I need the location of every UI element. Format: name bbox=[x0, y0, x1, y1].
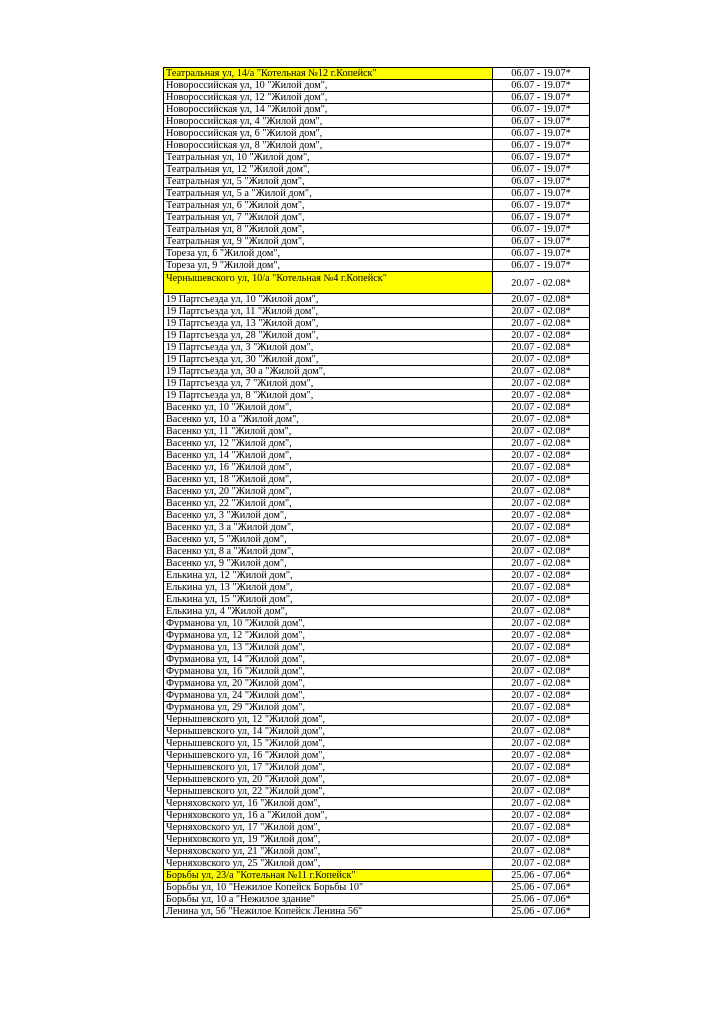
table-row bbox=[164, 330, 590, 342]
table-row bbox=[164, 164, 590, 176]
address-cell: Театральная ул, 6 "Жилой дом", bbox=[164, 200, 493, 212]
period-cell: 20.07 - 02.08* bbox=[493, 738, 590, 750]
table-row bbox=[164, 140, 590, 152]
period-cell: 25.06 - 07.06* bbox=[493, 870, 590, 882]
period-cell: 20.07 - 02.08* bbox=[493, 630, 590, 642]
address-cell: Черняховского ул, 25 "Жилой дом", bbox=[164, 858, 493, 870]
table-row bbox=[164, 894, 590, 906]
table-row bbox=[164, 486, 590, 498]
table-row bbox=[164, 354, 590, 366]
table-row bbox=[164, 248, 590, 260]
address-cell: 19 Партсъезда ул, 30 "Жилой дом", bbox=[164, 354, 493, 366]
table-row bbox=[164, 212, 590, 224]
address-cell: Васенко ул, 10 "Жилой дом", bbox=[164, 402, 493, 414]
period-cell: 25.06 - 07.06* bbox=[493, 894, 590, 906]
period-cell: 20.07 - 02.08* bbox=[493, 834, 590, 846]
period-cell: 20.07 - 02.08* bbox=[493, 414, 590, 426]
period-cell: 06.07 - 19.07* bbox=[493, 164, 590, 176]
period-cell: 20.07 - 02.08* bbox=[493, 786, 590, 798]
period-cell: 20.07 - 02.08* bbox=[493, 666, 590, 678]
address-cell: Васенко ул, 22 "Жилой дом", bbox=[164, 498, 493, 510]
period-cell: 20.07 - 02.08* bbox=[493, 438, 590, 450]
address-cell: Васенко ул, 8 а "Жилой дом", bbox=[164, 546, 493, 558]
table-row bbox=[164, 738, 590, 750]
address-cell: Фурманова ул, 16 "Жилой дом", bbox=[164, 666, 493, 678]
period-cell: 06.07 - 19.07* bbox=[493, 152, 590, 164]
period-cell: 20.07 - 02.08* bbox=[493, 546, 590, 558]
table-row bbox=[164, 224, 590, 236]
address-cell: Черняховского ул, 17 "Жилой дом", bbox=[164, 822, 493, 834]
address-cell: Черняховского ул, 16 а "Жилой дом", bbox=[164, 810, 493, 822]
address-cell: Васенко ул, 3 а "Жилой дом", bbox=[164, 522, 493, 534]
address-cell: Чернышевского ул, 15 "Жилой дом", bbox=[164, 738, 493, 750]
table-row bbox=[164, 498, 590, 510]
table-row bbox=[164, 176, 590, 188]
period-cell: 20.07 - 02.08* bbox=[493, 822, 590, 834]
table-row bbox=[164, 92, 590, 104]
table-row bbox=[164, 426, 590, 438]
table-row bbox=[164, 570, 590, 582]
table-row bbox=[164, 690, 590, 702]
table-row bbox=[164, 882, 590, 894]
address-cell: Васенко ул, 12 "Жилой дом", bbox=[164, 438, 493, 450]
table-row bbox=[164, 438, 590, 450]
table-row bbox=[164, 558, 590, 570]
address-cell: Театральная ул, 5 "Жилой дом", bbox=[164, 176, 493, 188]
table-row bbox=[164, 546, 590, 558]
period-cell: 06.07 - 19.07* bbox=[493, 236, 590, 248]
period-cell: 06.07 - 19.07* bbox=[493, 80, 590, 92]
address-cell: Чернышевского ул, 16 "Жилой дом", bbox=[164, 750, 493, 762]
schedule-table-body bbox=[164, 68, 590, 918]
table-row bbox=[164, 188, 590, 200]
table-row bbox=[164, 116, 590, 128]
address-cell: Новороссийская ул, 6 "Жилой дом", bbox=[164, 128, 493, 140]
address-cell: 19 Партсъезда ул, 8 "Жилой дом", bbox=[164, 390, 493, 402]
address-cell: Чернышевского ул, 17 "Жилой дом", bbox=[164, 762, 493, 774]
period-cell: 20.07 - 02.08* bbox=[493, 606, 590, 618]
table-row bbox=[164, 318, 590, 330]
period-cell: 06.07 - 19.07* bbox=[493, 224, 590, 236]
period-cell: 06.07 - 19.07* bbox=[493, 68, 590, 80]
period-cell: 20.07 - 02.08* bbox=[493, 330, 590, 342]
table-row bbox=[164, 152, 590, 164]
address-cell: 19 Партсъезда ул, 28 "Жилой дом", bbox=[164, 330, 493, 342]
table-row bbox=[164, 128, 590, 140]
period-cell: 20.07 - 02.08* bbox=[493, 582, 590, 594]
period-cell: 20.07 - 02.08* bbox=[493, 690, 590, 702]
address-cell: Новороссийская ул, 10 "Жилой дом", bbox=[164, 80, 493, 92]
table-row bbox=[164, 260, 590, 272]
table-row bbox=[164, 858, 590, 870]
table-row bbox=[164, 80, 590, 92]
address-cell: Борьбы ул, 10 а "Нежилое здание" bbox=[164, 894, 493, 906]
period-cell: 06.07 - 19.07* bbox=[493, 104, 590, 116]
period-cell: 06.07 - 19.07* bbox=[493, 260, 590, 272]
table-row bbox=[164, 750, 590, 762]
period-cell: 06.07 - 19.07* bbox=[493, 188, 590, 200]
table-row bbox=[164, 294, 590, 306]
period-cell: 20.07 - 02.08* bbox=[493, 702, 590, 714]
address-cell: Черняховского ул, 19 "Жилой дом", bbox=[164, 834, 493, 846]
address-cell: Васенко ул, 9 "Жилой дом", bbox=[164, 558, 493, 570]
boiler-row bbox=[164, 870, 590, 882]
address-cell: Тореза ул, 6 "Жилой дом", bbox=[164, 248, 493, 260]
period-cell: 06.07 - 19.07* bbox=[493, 176, 590, 188]
address-cell: Ленина ул, 56 "Нежилое Копейск Ленина 56" bbox=[164, 906, 493, 918]
table-row bbox=[164, 810, 590, 822]
address-cell: Новороссийская ул, 4 "Жилой дом", bbox=[164, 116, 493, 128]
table-row bbox=[164, 726, 590, 738]
address-cell: Васенко ул, 11 "Жилой дом", bbox=[164, 426, 493, 438]
table-row bbox=[164, 582, 590, 594]
table-row bbox=[164, 450, 590, 462]
address-cell: Театральная ул, 14/а "Котельная №12 г.Копейск" bbox=[164, 68, 493, 80]
table-row bbox=[164, 378, 590, 390]
address-cell: Фурманова ул, 10 "Жилой дом", bbox=[164, 618, 493, 630]
period-cell: 20.07 - 02.08* bbox=[493, 342, 590, 354]
period-cell: 20.07 - 02.08* bbox=[493, 498, 590, 510]
period-cell: 20.07 - 02.08* bbox=[493, 798, 590, 810]
address-cell: Театральная ул, 5 а "Жилой дом", bbox=[164, 188, 493, 200]
table-row bbox=[164, 606, 590, 618]
address-cell: Театральная ул, 7 "Жилой дом", bbox=[164, 212, 493, 224]
period-cell: 06.07 - 19.07* bbox=[493, 116, 590, 128]
period-cell: 20.07 - 02.08* bbox=[493, 486, 590, 498]
table-row bbox=[164, 618, 590, 630]
table-row bbox=[164, 342, 590, 354]
address-cell: Борьбы ул, 23/а "Котельная №11 г.Копейск" bbox=[164, 870, 493, 882]
period-cell: 20.07 - 02.08* bbox=[493, 272, 590, 294]
address-cell: Васенко ул, 3 "Жилой дом", bbox=[164, 510, 493, 522]
table-row bbox=[164, 762, 590, 774]
period-cell: 20.07 - 02.08* bbox=[493, 378, 590, 390]
table-row bbox=[164, 402, 590, 414]
period-cell: 06.07 - 19.07* bbox=[493, 128, 590, 140]
address-cell: Театральная ул, 9 "Жилой дом", bbox=[164, 236, 493, 248]
schedule-table bbox=[163, 67, 590, 918]
period-cell: 20.07 - 02.08* bbox=[493, 510, 590, 522]
period-cell: 20.07 - 02.08* bbox=[493, 354, 590, 366]
period-cell: 20.07 - 02.08* bbox=[493, 402, 590, 414]
period-cell: 20.07 - 02.08* bbox=[493, 846, 590, 858]
boiler-row bbox=[164, 272, 590, 294]
table-row bbox=[164, 236, 590, 248]
address-cell: Новороссийская ул, 8 "Жилой дом", bbox=[164, 140, 493, 152]
address-cell: 19 Партсъезда ул, 13 "Жилой дом", bbox=[164, 318, 493, 330]
address-cell: Чернышевского ул, 14 "Жилой дом", bbox=[164, 726, 493, 738]
period-cell: 20.07 - 02.08* bbox=[493, 618, 590, 630]
address-cell: Черняховского ул, 16 "Жилой дом", bbox=[164, 798, 493, 810]
table-row bbox=[164, 702, 590, 714]
address-cell: 19 Партсъезда ул, 7 "Жилой дом", bbox=[164, 378, 493, 390]
address-cell: Чернышевского ул, 20 "Жилой дом", bbox=[164, 774, 493, 786]
period-cell: 06.07 - 19.07* bbox=[493, 212, 590, 224]
address-cell: Фурманова ул, 29 "Жилой дом", bbox=[164, 702, 493, 714]
period-cell: 20.07 - 02.08* bbox=[493, 450, 590, 462]
table-row bbox=[164, 642, 590, 654]
table-row bbox=[164, 510, 590, 522]
period-cell: 20.07 - 02.08* bbox=[493, 474, 590, 486]
address-cell: Новороссийская ул, 12 "Жилой дом", bbox=[164, 92, 493, 104]
table-row bbox=[164, 798, 590, 810]
period-cell: 20.07 - 02.08* bbox=[493, 294, 590, 306]
period-cell: 20.07 - 02.08* bbox=[493, 534, 590, 546]
address-cell: 19 Партсъезда ул, 10 "Жилой дом", bbox=[164, 294, 493, 306]
period-cell: 06.07 - 19.07* bbox=[493, 92, 590, 104]
address-cell: Елькина ул, 13 "Жилой дом", bbox=[164, 582, 493, 594]
address-cell: Васенко ул, 5 "Жилой дом", bbox=[164, 534, 493, 546]
address-cell: Фурманова ул, 20 "Жилой дом", bbox=[164, 678, 493, 690]
period-cell: 20.07 - 02.08* bbox=[493, 774, 590, 786]
period-cell: 20.07 - 02.08* bbox=[493, 750, 590, 762]
period-cell: 06.07 - 19.07* bbox=[493, 140, 590, 152]
period-cell: 20.07 - 02.08* bbox=[493, 642, 590, 654]
table-row bbox=[164, 906, 590, 918]
period-cell: 20.07 - 02.08* bbox=[493, 306, 590, 318]
address-cell: Театральная ул, 8 "Жилой дом", bbox=[164, 224, 493, 236]
period-cell: 20.07 - 02.08* bbox=[493, 462, 590, 474]
address-cell: Театральная ул, 12 "Жилой дом", bbox=[164, 164, 493, 176]
table-row bbox=[164, 714, 590, 726]
period-cell: 20.07 - 02.08* bbox=[493, 762, 590, 774]
address-cell: Елькина ул, 12 "Жилой дом", bbox=[164, 570, 493, 582]
period-cell: 20.07 - 02.08* bbox=[493, 726, 590, 738]
address-cell: Васенко ул, 20 "Жилой дом", bbox=[164, 486, 493, 498]
period-cell: 20.07 - 02.08* bbox=[493, 522, 590, 534]
address-cell: 19 Партсъезда ул, 30 а "Жилой дом", bbox=[164, 366, 493, 378]
address-cell: Новороссийская ул, 14 "Жилой дом", bbox=[164, 104, 493, 116]
period-cell: 06.07 - 19.07* bbox=[493, 200, 590, 212]
table-row bbox=[164, 534, 590, 546]
table-row bbox=[164, 474, 590, 486]
period-cell: 20.07 - 02.08* bbox=[493, 390, 590, 402]
period-cell: 20.07 - 02.08* bbox=[493, 318, 590, 330]
period-cell: 20.07 - 02.08* bbox=[493, 426, 590, 438]
address-cell: Тореза ул, 9 "Жилой дом", bbox=[164, 260, 493, 272]
address-cell: Черняховского ул, 21 "Жилой дом", bbox=[164, 846, 493, 858]
table-row bbox=[164, 104, 590, 116]
address-cell: Васенко ул, 18 "Жилой дом", bbox=[164, 474, 493, 486]
address-cell: Васенко ул, 10 а "Жилой дом", bbox=[164, 414, 493, 426]
address-cell: Фурманова ул, 12 "Жилой дом", bbox=[164, 630, 493, 642]
address-cell: 19 Партсъезда ул, 3 "Жилой дом", bbox=[164, 342, 493, 354]
table-row bbox=[164, 462, 590, 474]
table-row bbox=[164, 522, 590, 534]
period-cell: 20.07 - 02.08* bbox=[493, 654, 590, 666]
period-cell: 20.07 - 02.08* bbox=[493, 678, 590, 690]
address-cell: Чернышевского ул, 22 "Жилой дом", bbox=[164, 786, 493, 798]
address-cell: Театральная ул, 10 "Жилой дом", bbox=[164, 152, 493, 164]
table-row bbox=[164, 678, 590, 690]
table-row bbox=[164, 306, 590, 318]
table-row bbox=[164, 786, 590, 798]
table-row bbox=[164, 390, 590, 402]
table-row bbox=[164, 414, 590, 426]
address-cell: 19 Партсъезда ул, 11 "Жилой дом", bbox=[164, 306, 493, 318]
address-cell: Фурманова ул, 24 "Жилой дом", bbox=[164, 690, 493, 702]
table-row bbox=[164, 834, 590, 846]
table-row bbox=[164, 774, 590, 786]
table-row bbox=[164, 366, 590, 378]
table-row bbox=[164, 630, 590, 642]
address-cell: Елькина ул, 4 "Жилой дом", bbox=[164, 606, 493, 618]
period-cell: 20.07 - 02.08* bbox=[493, 858, 590, 870]
table-row bbox=[164, 822, 590, 834]
address-cell: Елькина ул, 15 "Жилой дом", bbox=[164, 594, 493, 606]
table-row bbox=[164, 594, 590, 606]
address-cell: Васенко ул, 14 "Жилой дом", bbox=[164, 450, 493, 462]
table-row bbox=[164, 846, 590, 858]
period-cell: 20.07 - 02.08* bbox=[493, 810, 590, 822]
period-cell: 25.06 - 07.06* bbox=[493, 906, 590, 918]
period-cell: 06.07 - 19.07* bbox=[493, 248, 590, 260]
period-cell: 20.07 - 02.08* bbox=[493, 366, 590, 378]
table-row bbox=[164, 666, 590, 678]
period-cell: 20.07 - 02.08* bbox=[493, 570, 590, 582]
table-row bbox=[164, 200, 590, 212]
period-cell: 20.07 - 02.08* bbox=[493, 558, 590, 570]
address-cell: Фурманова ул, 14 "Жилой дом", bbox=[164, 654, 493, 666]
address-cell: Фурманова ул, 13 "Жилой дом", bbox=[164, 642, 493, 654]
address-cell: Васенко ул, 16 "Жилой дом", bbox=[164, 462, 493, 474]
address-cell: Чернышевского ул, 10/а "Котельная №4 г.Копейск" bbox=[164, 272, 493, 294]
period-cell: 20.07 - 02.08* bbox=[493, 714, 590, 726]
address-cell: Борьбы ул, 10 "Нежилое Копейск Борьбы 10" bbox=[164, 882, 493, 894]
period-cell: 25.06 - 07.06* bbox=[493, 882, 590, 894]
address-cell: Чернышевского ул, 12 "Жилой дом", bbox=[164, 714, 493, 726]
boiler-row bbox=[164, 68, 590, 80]
table-row bbox=[164, 654, 590, 666]
period-cell: 20.07 - 02.08* bbox=[493, 594, 590, 606]
